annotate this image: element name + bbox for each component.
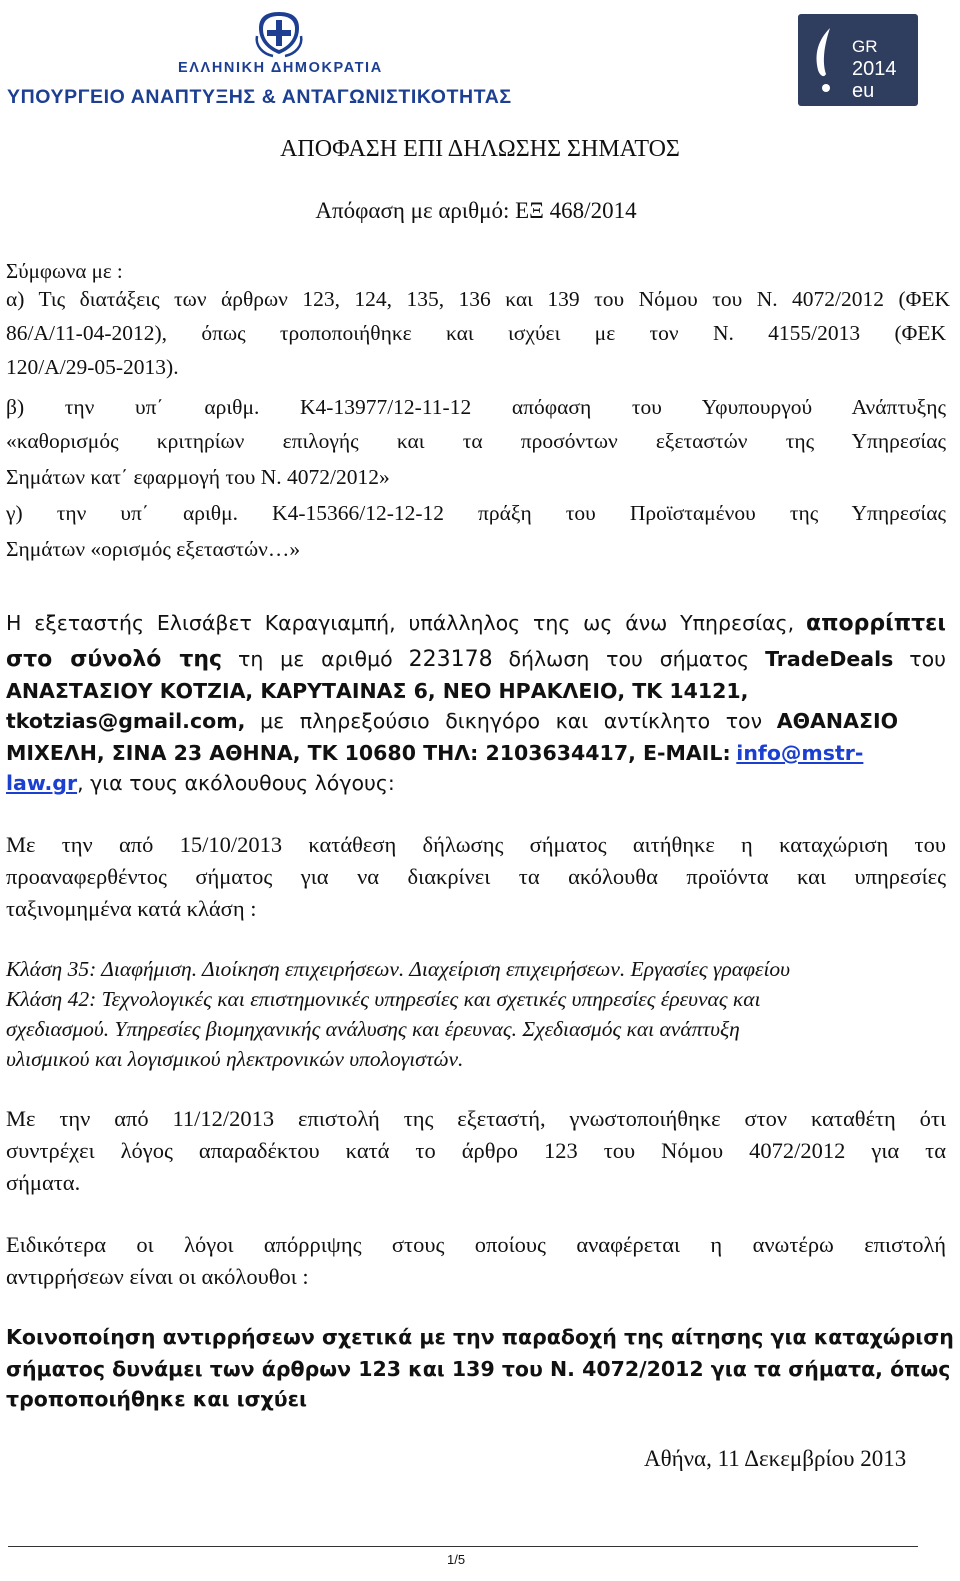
legal-basis-c-line-2: Σημάτων «ορισμός εξεταστών…»	[6, 537, 301, 561]
footer-divider	[8, 1546, 918, 1547]
decision-line-1	[6, 608, 946, 639]
decision-in-whole: στο σύνολό της	[6, 647, 223, 672]
decision-number: Απόφαση με αριθμό: ΕΞ 468/2014	[315, 198, 637, 223]
decision-line-1-text: Η εξεταστής Ελισάβετ Καραγιαμπή, υπάλληλος της ως άνω Υπηρεσίας,	[6, 611, 795, 635]
decision-line-2	[6, 644, 946, 675]
legal-basis-b-line-1: β) την υπ΄ αριθμ. Κ4-13977/12-11-12 απόφαση του Υφυπουργού Ανάπτυξης	[6, 395, 946, 419]
filing-line-3: ταξινομημένα κατά κλάση :	[6, 896, 257, 921]
greek-coat-of-arms-icon	[253, 6, 305, 58]
applicant-address: ΑΝΑΣΤΑΣΙΟΥ ΚΟΤΖΙΑ, ΚΑΡΥΤΑΙΝΑΣ 6, ΝΕΟ ΗΡΑΚΛΕΙΟ, ΤΚ 14121,	[6, 679, 749, 703]
decision-rejects: απορρίπτει	[806, 611, 946, 636]
class-42-line-3: υλισμικού και λογισμικού ηλεκτρονικών υπολογιστών.	[6, 1047, 464, 1071]
decision-line-4-text: με πληρεξούσιο δικηγόρο και αντίκλητο τον	[260, 709, 763, 733]
notice-line-2: σήματος δυνάμει των άρθρων 123 και 139 του Ν. 4072/2012 για τα σήματα, όπως	[6, 1357, 951, 1381]
attorney-email-link-part-2[interactable]: law.gr	[6, 771, 78, 795]
filing-line-1: Με την από 15/10/2013 κατάθεση δήλωσης σήματος αιτήθηκε η καταχώριση του	[6, 832, 946, 857]
letter-line-3: σήματα.	[6, 1170, 81, 1195]
attorney-name: ΑΘΑΝΑΣΙΟ	[776, 709, 899, 733]
page-number: 1/5	[447, 1552, 466, 1567]
letter-line-1: Με την από 11/12/2013 επιστολή της εξεταστή, γνωστοποιήθηκε στον καταθέτη ότι	[6, 1106, 946, 1131]
decision-line-5	[6, 738, 863, 768]
header	[0, 0, 960, 110]
decision-line-2-text-b: δήλωση του σήματος	[508, 647, 750, 671]
applicant-email: tkotzias@gmail.com,	[6, 709, 246, 733]
class-35: Κλάση 35: Διαφήμιση. Διοίκηση επιχειρήσεων. Διαχείριση επιχειρήσεων. Εργασίες γραφείου	[6, 957, 791, 981]
letter-line-2: συντρέχει λόγος απαραδέκτου κατά το άρθρο 123 του Νόμου 4072/2012 για τα	[6, 1138, 946, 1163]
notice-line-3: τροποποιήθηκε και ισχύει	[6, 1387, 308, 1411]
legal-basis-intro: Σύμφωνα με :	[6, 259, 123, 283]
notice-line-1: Κοινοποίηση αντιρρήσεων σχετικά με την παραδοχή της αίτησης για καταχώριση	[6, 1325, 954, 1349]
legal-basis-a-line-2: 86/Α/11-04-2012), όπως τροποποιήθηκε και ισχύει με τον Ν. 4155/2013 (ΦΕΚ	[6, 321, 946, 345]
attorney-email-link-part-1[interactable]: info@mstr-	[736, 741, 864, 765]
legal-basis-b-line-2: «καθορισμός κριτηρίων επιλογής και τα προσόντων εξεταστών της Υπηρεσίας	[6, 429, 946, 453]
legal-basis-a-line-1: α) Τις διατάξεις των άρθρων 123, 124, 135, 136 και 139 του Νόμου του Ν. 4072/2012 (ΦΕΚ	[6, 287, 950, 311]
legal-basis-c-line-1: γ) την υπ΄ αριθμ. Κ4-15366/12-12-12 πράξη του Προϊσταμένου της Υπηρεσίας	[6, 501, 946, 525]
ministry-title: ΥΠΟΥΡΓΕΙΟ ΑΝΑΠΤΥΞΗΣ & ΑΝΤΑΓΩΝΙΣΤΙΚΟΤΗΤΑΣ	[7, 86, 512, 108]
trademark-name: TradeDeals	[765, 647, 894, 671]
decision-line-2-text-a: τη με αριθμό	[238, 647, 393, 671]
drop-icon	[812, 26, 838, 96]
logo-line-1: GR	[852, 37, 878, 56]
class-42-line-2: σχεδιασμού. Υπηρεσίες βιομηχανικής ανάλυσης και έρευνας. Σχεδιασμός και ανάπτυξη	[6, 1017, 740, 1041]
class-42-line-1: Κλάση 42: Τεχνολογικές και επιστημονικές υπηρεσίες και σχετικές υπηρεσίες έρευνας και	[6, 987, 761, 1011]
attorney-address: ΜΙΧΕΛΗ, ΣΙΝΑ 23 ΑΘΗΝΑ, ΤΚ 10680 ΤΗΛ: 2103634417, E-MAIL:	[6, 741, 731, 765]
decision-line-4	[6, 706, 898, 736]
reasons-line-2: αντιρρήσεων είναι οι ακόλουθοι :	[6, 1264, 309, 1289]
application-number: 223178	[408, 647, 493, 672]
gr2014-logo	[798, 14, 918, 106]
republic-title: ΕΛΛΗΝΙΚΗ ΔΗΜΟΚΡΑΤΙΑ	[178, 60, 383, 76]
legal-basis-a-line-3: 120/Α/29-05-2013).	[6, 355, 179, 379]
decision-line-6	[6, 768, 395, 798]
decision-line-2-text-c: του	[909, 647, 946, 671]
logo-line-2: 2014	[852, 58, 897, 80]
filing-line-2: προαναφερθέντος σήματος για να διακρίνει τα ακόλουθα προϊόντα και υπηρεσίες	[6, 864, 946, 889]
page-title: ΑΠΟΦΑΣΗ ΕΠΙ ΔΗΛΩΣΗΣ ΣΗΜΑΤΟΣ	[280, 136, 680, 162]
reasons-line-1: Ειδικότερα οι λόγοι απόρριψης στους οποίους αναφέρεται η ανωτέρω επιστολή	[6, 1232, 946, 1257]
legal-basis-b-line-3: Σημάτων κατ΄ εφαρμογή του Ν. 4072/2012»	[6, 465, 390, 489]
logo-line-3: eu	[852, 80, 875, 102]
decision-line-6-text: , για τους ακόλουθους λόγους:	[77, 771, 395, 795]
place-date: Αθήνα, 11 Δεκεμβρίου 2013	[644, 1446, 907, 1471]
